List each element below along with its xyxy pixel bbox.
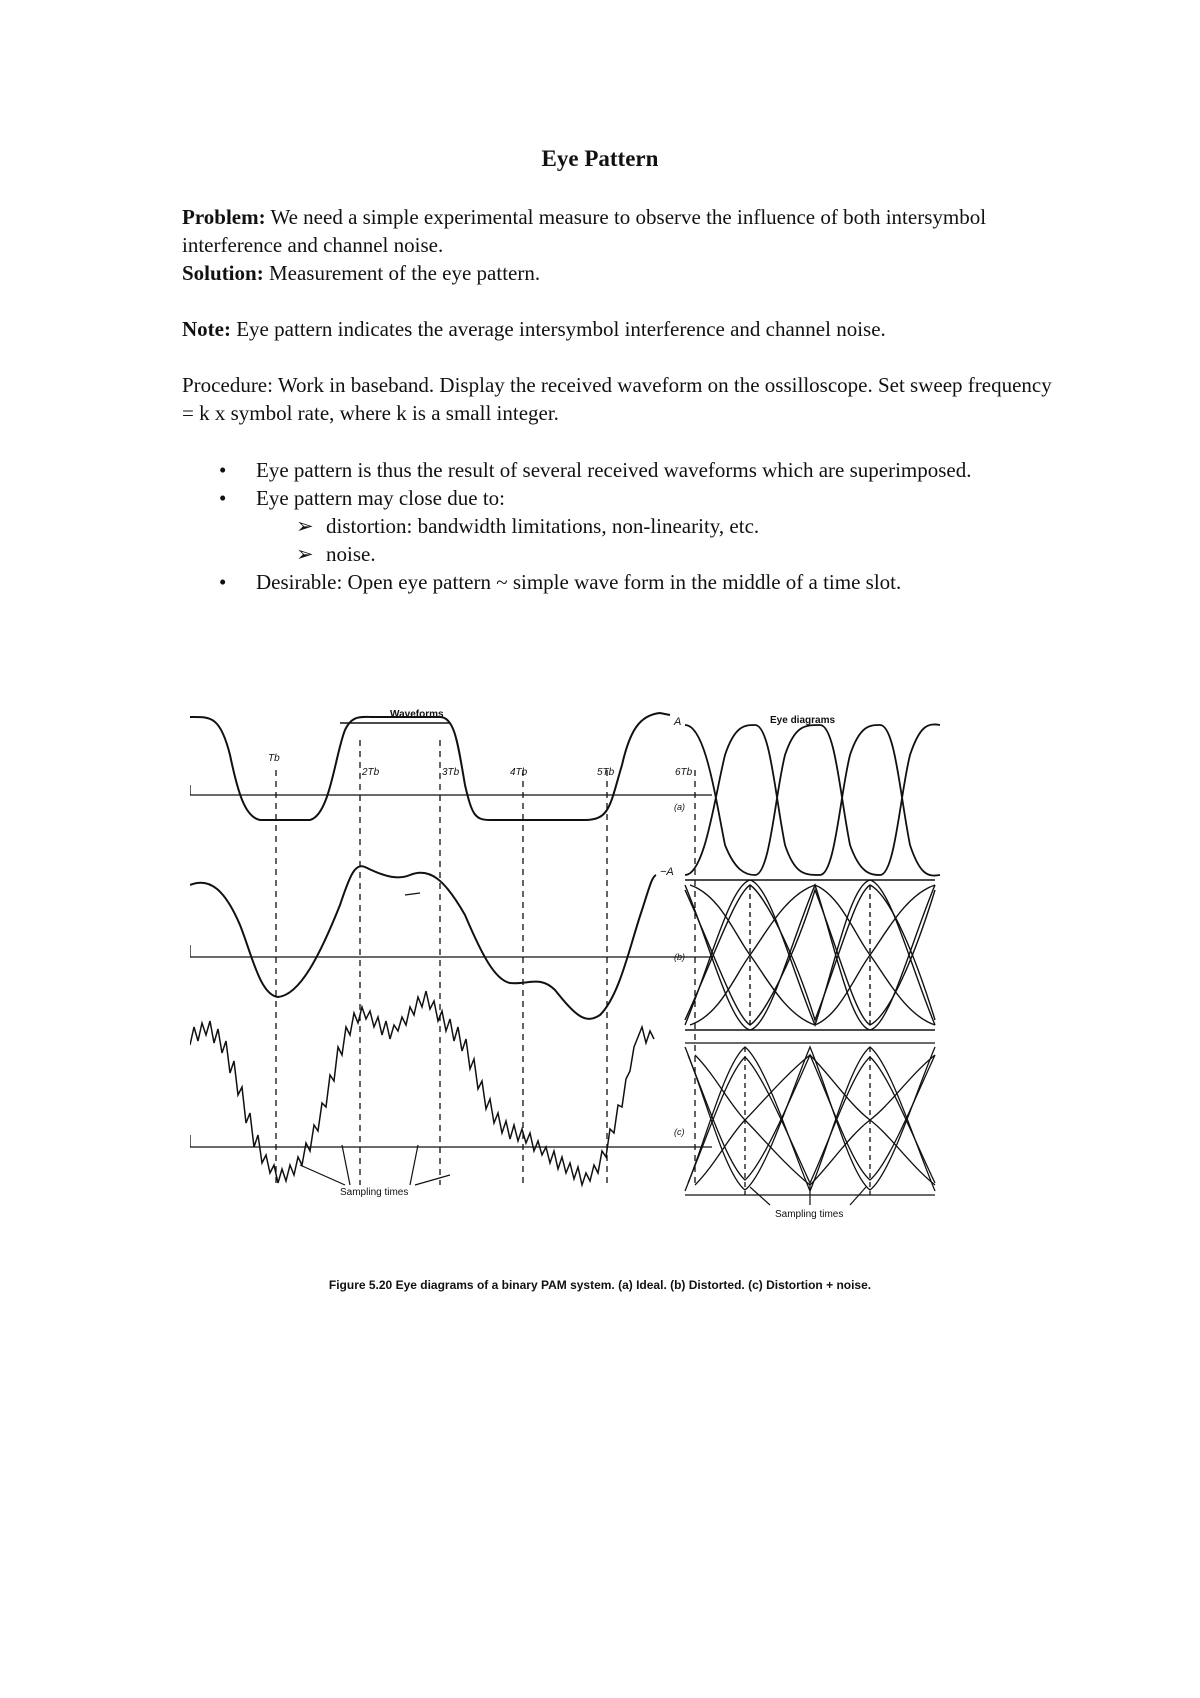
problem-paragraph: [182, 203, 1062, 259]
bullet-text: Eye pattern is thus the result of several received waveforms which are superimposed.: [256, 458, 972, 482]
sampling-arrows: [300, 1145, 450, 1185]
sub-bullet-text: distortion: bandwidth limitations, non-linearity, etc.: [326, 514, 760, 538]
bullet-item: [182, 456, 1062, 484]
sub-bullet-item: [182, 512, 1062, 540]
solution-text: Measurement of the eye pattern.: [263, 261, 541, 285]
noisy-eye-traces: [685, 1043, 935, 1195]
bullet-icon: •: [219, 570, 227, 594]
note-text: Eye pattern indicates the average intersymbol interference and channel noise.: [230, 317, 886, 341]
eye-diagrams-label: Eye diagrams: [770, 715, 836, 726]
waveforms-panel: [190, 709, 712, 1198]
eye-diagrams-panel: [660, 715, 940, 1220]
eye-sampling-times-label: Sampling times: [775, 1209, 844, 1220]
sub-bullet-text: noise.: [326, 542, 376, 566]
axes: [190, 785, 712, 1147]
procedure-paragraph: Procedure: Work in baseband. Display the received waveform on the ossilloscope. Set sweep frequency = k x symbol rate, where k is a small integer.: [182, 373, 1052, 425]
bullet-icon: •: [219, 486, 227, 510]
ideal-eye-trace: [685, 724, 940, 875]
tick-label: 5Tb: [597, 767, 615, 778]
panel-label-a: (a): [674, 802, 685, 812]
solution-paragraph: [182, 259, 1062, 287]
tick-label: 3Tb: [442, 767, 460, 778]
sub-bullet-item: [182, 540, 1062, 568]
arrow-bullet-icon: ➢: [296, 542, 314, 566]
noisy-waveform: [190, 991, 654, 1185]
note-label: Note:: [182, 317, 231, 341]
bullet-text: Desirable: Open eye pattern ~ simple wave form in the middle of a time slot.: [256, 570, 902, 594]
sampling-times-label: Sampling times: [340, 1187, 409, 1198]
note-paragraph: [182, 315, 1062, 343]
sampling-time-lines: [276, 740, 695, 1185]
page-title: Eye Pattern: [541, 146, 659, 171]
problem-label: Problem:: [182, 205, 266, 229]
eye-diagram-figure: [190, 695, 1020, 1270]
bullet-icon: •: [219, 458, 227, 482]
arrow-bullet-icon: ➢: [296, 514, 314, 538]
tick-label: 6Tb: [675, 767, 693, 778]
waveforms-label: Waveforms: [390, 709, 444, 720]
distorted-waveform: [190, 866, 656, 1019]
bullet-text: Eye pattern may close due to:: [256, 486, 505, 510]
bullet-item: [182, 568, 1062, 596]
amplitude-positive-label: A: [674, 716, 682, 728]
solution-label: Solution:: [182, 261, 264, 285]
tick-label: 4Tb: [510, 767, 528, 778]
panel-label-c: (c): [674, 1127, 685, 1137]
bullet-list: [182, 456, 1062, 596]
problem-text: We need a simple experimental measure to observe the influence of both intersymbol interference and channel noise.: [182, 205, 987, 257]
figure-caption: Figure 5.20 Eye diagrams of a binary PAM system. (a) Ideal. (b) Distorted. (c) Distortion + noise.: [328, 1278, 872, 1292]
bullet-item: [182, 484, 1062, 512]
amplitude-negative-label: −A: [660, 866, 674, 878]
tick-label: Tb: [268, 753, 280, 764]
distorted-eye-traces: [685, 880, 935, 1030]
distorted-waveform-fragment: [405, 893, 420, 895]
tick-label: 2Tb: [362, 767, 380, 778]
panel-label-b: (b): [674, 952, 685, 962]
